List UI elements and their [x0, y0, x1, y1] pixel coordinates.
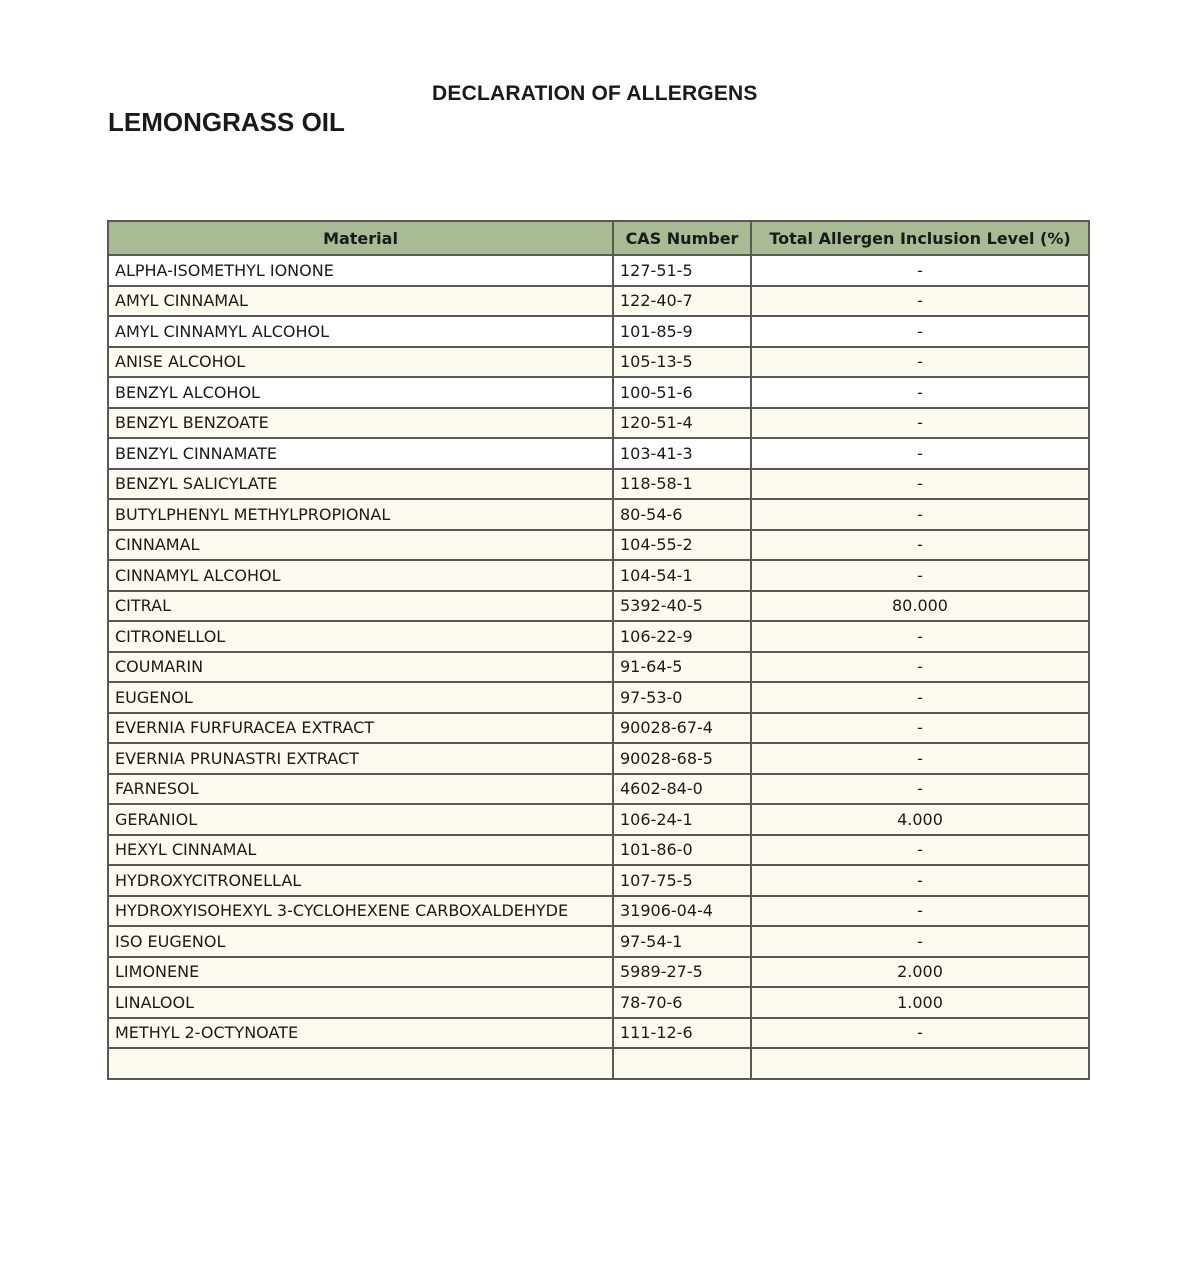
table-row — [108, 560, 1089, 591]
header-cas-number: CAS Number — [613, 221, 751, 255]
material-cell: LIMONENE — [108, 957, 613, 988]
material-cell: HEXYL CINNAMAL — [108, 835, 613, 866]
cas-cell: 31906-04-4 — [613, 896, 751, 927]
level-cell: - — [751, 469, 1089, 500]
material-cell: HYDROXYCITRONELLAL — [108, 865, 613, 896]
cas-cell: 118-58-1 — [613, 469, 751, 500]
table-row — [108, 743, 1089, 774]
level-cell: - — [751, 377, 1089, 408]
cas-cell: 100-51-6 — [613, 377, 751, 408]
cas-cell — [613, 1048, 751, 1079]
table-row — [108, 774, 1089, 805]
material-cell: CITRONELLOL — [108, 621, 613, 652]
level-cell: - — [751, 530, 1089, 561]
material-cell: CINNAMYL ALCOHOL — [108, 560, 613, 591]
cas-cell: 97-53-0 — [613, 682, 751, 713]
material-cell: BENZYL CINNAMATE — [108, 438, 613, 469]
cas-cell: 104-54-1 — [613, 560, 751, 591]
table-row — [108, 591, 1089, 622]
level-cell: - — [751, 926, 1089, 957]
table-row — [108, 987, 1089, 1018]
material-cell: LINALOOL — [108, 987, 613, 1018]
table-row — [108, 835, 1089, 866]
material-cell: CINNAMAL — [108, 530, 613, 561]
material-cell: ALPHA-ISOMETHYL IONONE — [108, 255, 613, 286]
header-material: Material — [108, 221, 613, 255]
level-cell: - — [751, 713, 1089, 744]
material-cell: BENZYL SALICYLATE — [108, 469, 613, 500]
table-row — [108, 469, 1089, 500]
material-cell: ISO EUGENOL — [108, 926, 613, 957]
level-cell: - — [751, 774, 1089, 805]
cas-cell: 104-55-2 — [613, 530, 751, 561]
table-row — [108, 438, 1089, 469]
material-cell: EUGENOL — [108, 682, 613, 713]
level-cell: - — [751, 560, 1089, 591]
level-cell: - — [751, 835, 1089, 866]
material-cell: COUMARIN — [108, 652, 613, 683]
material-cell: FARNESOL — [108, 774, 613, 805]
cas-cell: 5392-40-5 — [613, 591, 751, 622]
level-cell: - — [751, 255, 1089, 286]
cas-cell: 90028-68-5 — [613, 743, 751, 774]
table-row-empty — [108, 1048, 1089, 1079]
material-cell: ANISE ALCOHOL — [108, 347, 613, 378]
table-row — [108, 499, 1089, 530]
level-cell: 2.000 — [751, 957, 1089, 988]
cas-cell: 111-12-6 — [613, 1018, 751, 1049]
level-cell: - — [751, 652, 1089, 683]
cas-cell: 106-24-1 — [613, 804, 751, 835]
table-row — [108, 926, 1089, 957]
material-cell: CITRAL — [108, 591, 613, 622]
cas-cell: 78-70-6 — [613, 987, 751, 1018]
table-row — [108, 316, 1089, 347]
cas-cell: 127-51-5 — [613, 255, 751, 286]
material-cell: GERANIOL — [108, 804, 613, 835]
material-cell: BENZYL BENZOATE — [108, 408, 613, 439]
level-cell: - — [751, 682, 1089, 713]
material-cell: METHYL 2-OCTYNOATE — [108, 1018, 613, 1049]
table-row — [108, 896, 1089, 927]
level-cell: - — [751, 438, 1089, 469]
product-name: LEMONGRASS OIL — [108, 107, 345, 137]
material-cell: HYDROXYISOHEXYL 3-CYCLOHEXENE CARBOXALDEHYDE — [108, 896, 613, 927]
table-row — [108, 408, 1089, 439]
cas-cell: 90028-67-4 — [613, 713, 751, 744]
level-cell: - — [751, 316, 1089, 347]
header-inclusion-level: Total Allergen Inclusion Level (%) — [751, 221, 1089, 255]
table-row — [108, 255, 1089, 286]
material-cell — [108, 1048, 613, 1079]
cas-cell: 80-54-6 — [613, 499, 751, 530]
cas-cell: 97-54-1 — [613, 926, 751, 957]
cas-cell: 122-40-7 — [613, 286, 751, 317]
level-cell: 4.000 — [751, 804, 1089, 835]
cas-cell: 120-51-4 — [613, 408, 751, 439]
level-cell: 1.000 — [751, 987, 1089, 1018]
material-cell: AMYL CINNAMYL ALCOHOL — [108, 316, 613, 347]
level-cell: - — [751, 499, 1089, 530]
table-row — [108, 957, 1089, 988]
level-cell: - — [751, 1018, 1089, 1049]
cas-cell: 5989-27-5 — [613, 957, 751, 988]
level-cell: - — [751, 286, 1089, 317]
table-header-row — [108, 221, 1089, 255]
document-title: DECLARATION OF ALLERGENS — [432, 82, 758, 105]
level-cell: - — [751, 865, 1089, 896]
material-cell: EVERNIA FURFURACEA EXTRACT — [108, 713, 613, 744]
table-row — [108, 865, 1089, 896]
level-cell: 80.000 — [751, 591, 1089, 622]
cas-cell: 106-22-9 — [613, 621, 751, 652]
cas-cell: 101-85-9 — [613, 316, 751, 347]
level-cell: - — [751, 408, 1089, 439]
table-row — [108, 286, 1089, 317]
level-cell: - — [751, 621, 1089, 652]
level-cell: - — [751, 347, 1089, 378]
table-row — [108, 1018, 1089, 1049]
material-cell: EVERNIA PRUNASTRI EXTRACT — [108, 743, 613, 774]
allergen-table — [107, 220, 1090, 1080]
material-cell: BUTYLPHENYL METHYLPROPIONAL — [108, 499, 613, 530]
table-row — [108, 713, 1089, 744]
cas-cell: 101-86-0 — [613, 835, 751, 866]
table-row — [108, 377, 1089, 408]
cas-cell: 91-64-5 — [613, 652, 751, 683]
level-cell: - — [751, 743, 1089, 774]
table-row — [108, 682, 1089, 713]
cas-cell: 4602-84-0 — [613, 774, 751, 805]
table-row — [108, 652, 1089, 683]
material-cell: AMYL CINNAMAL — [108, 286, 613, 317]
table-row — [108, 804, 1089, 835]
table-row — [108, 530, 1089, 561]
cas-cell: 105-13-5 — [613, 347, 751, 378]
table-row — [108, 347, 1089, 378]
cas-cell: 107-75-5 — [613, 865, 751, 896]
cas-cell: 103-41-3 — [613, 438, 751, 469]
material-cell: BENZYL ALCOHOL — [108, 377, 613, 408]
table-row — [108, 621, 1089, 652]
level-cell — [751, 1048, 1089, 1079]
level-cell: - — [751, 896, 1089, 927]
